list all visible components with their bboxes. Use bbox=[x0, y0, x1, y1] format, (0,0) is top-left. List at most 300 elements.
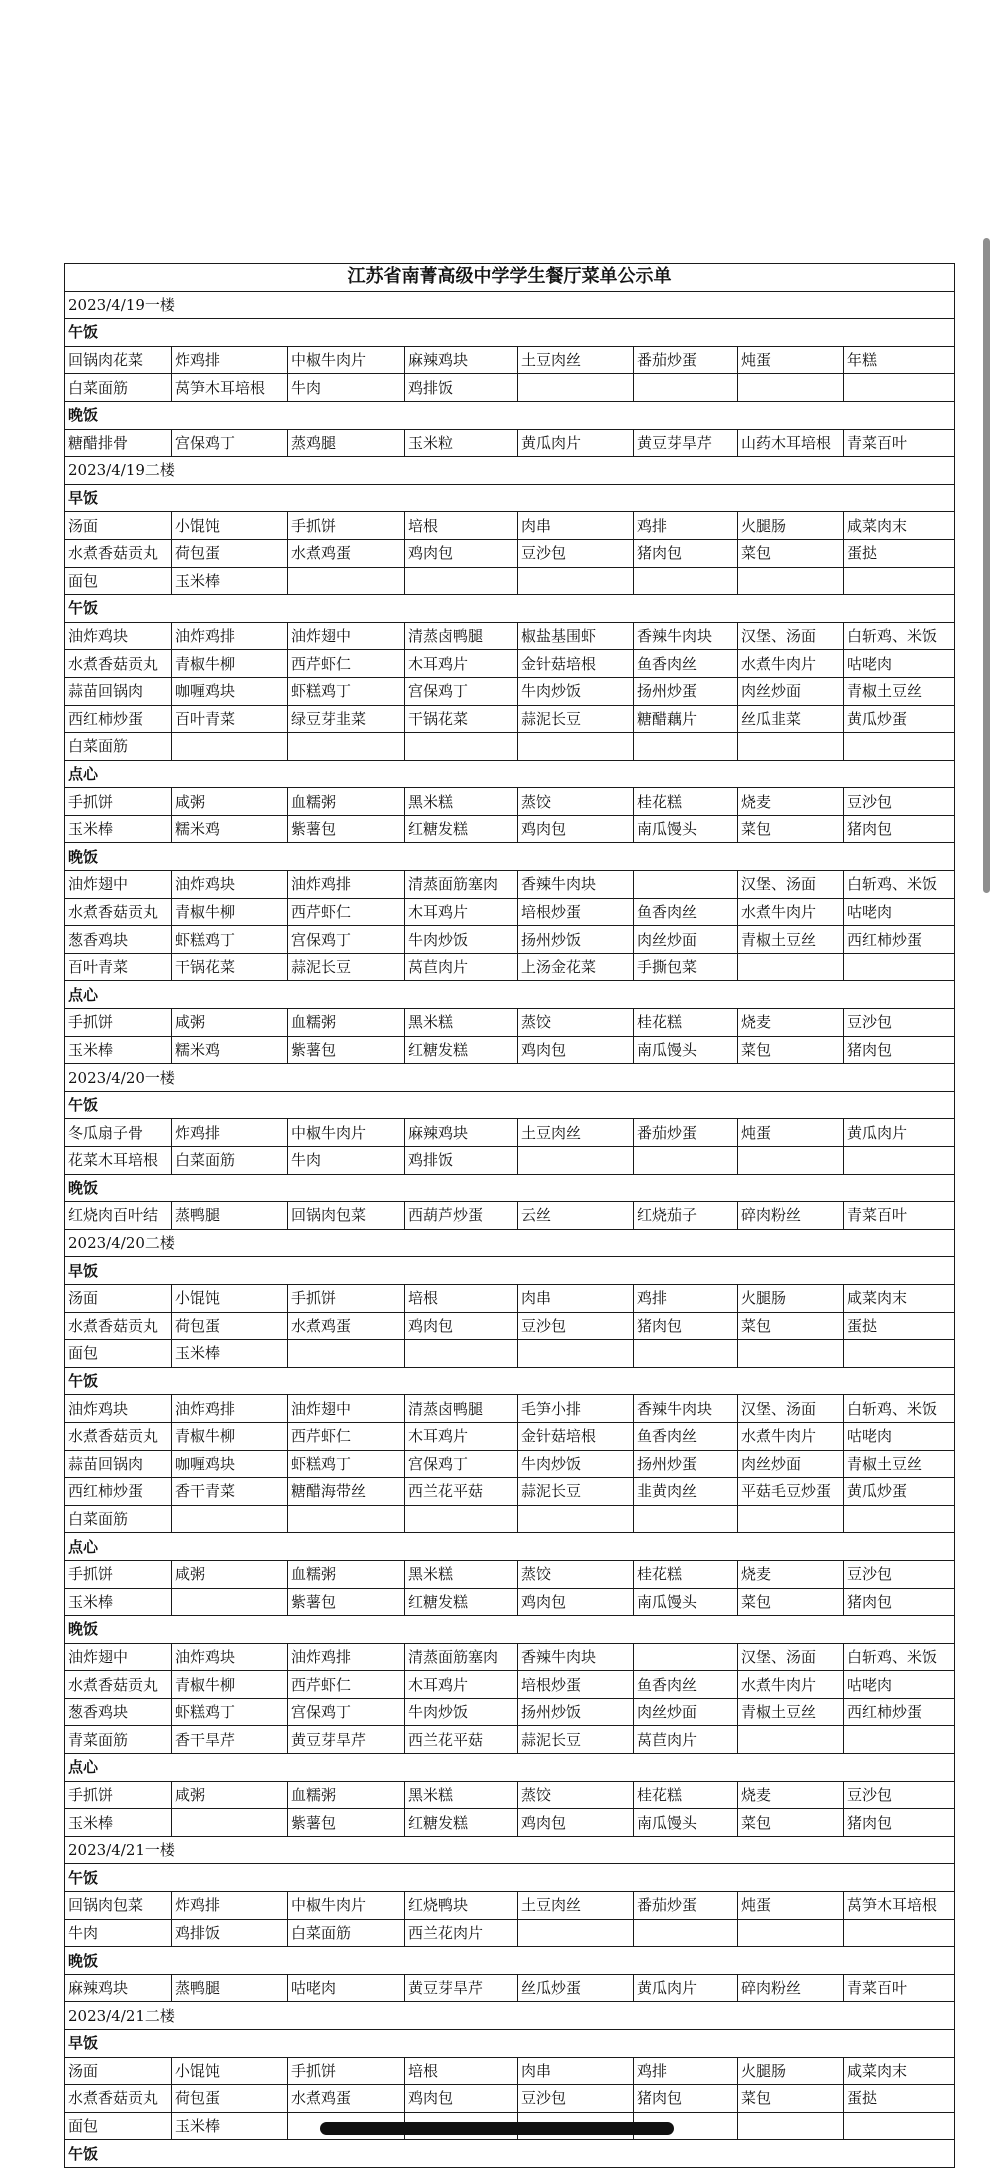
dish-cell: 碎肉粉丝 bbox=[738, 1202, 844, 1230]
meal-row bbox=[65, 1174, 955, 1202]
dish-cell bbox=[172, 1588, 288, 1616]
dish-cell bbox=[844, 733, 955, 761]
dish-cell: 扬州炒饭 bbox=[518, 1698, 634, 1726]
dish-cell: 牛肉炒饭 bbox=[405, 926, 518, 954]
meal-label: 早饭 bbox=[65, 2030, 955, 2058]
dish-cell: 蛋挞 bbox=[844, 539, 955, 567]
dish-cell: 水煮牛肉片 bbox=[738, 1671, 844, 1699]
dish-cell: 青椒牛柳 bbox=[172, 650, 288, 678]
dish-cell: 蒜泥长豆 bbox=[518, 1478, 634, 1506]
dish-cell: 菜包 bbox=[738, 815, 844, 843]
dish-cell: 玉米棒 bbox=[65, 815, 172, 843]
dish-cell: 白斩鸡、米饭 bbox=[844, 1643, 955, 1671]
dish-cell: 血糯粥 bbox=[288, 1560, 405, 1588]
dish-cell: 西红柿炒蛋 bbox=[65, 705, 172, 733]
dish-cell: 血糯粥 bbox=[288, 788, 405, 816]
dish-cell: 炖蛋 bbox=[738, 1119, 844, 1147]
dish-cell: 烧麦 bbox=[738, 1009, 844, 1037]
dish-row bbox=[65, 1726, 955, 1754]
dish-cell: 青菜百叶 bbox=[844, 1974, 955, 2002]
dish-cell: 香干青菜 bbox=[172, 1478, 288, 1506]
dish-cell: 葱香鸡块 bbox=[65, 926, 172, 954]
dish-cell: 猪肉包 bbox=[844, 1588, 955, 1616]
dish-cell: 香干旱芹 bbox=[172, 1726, 288, 1754]
dish-cell: 青椒土豆丝 bbox=[844, 1450, 955, 1478]
dish-cell: 清蒸卤鸭腿 bbox=[405, 622, 518, 650]
meal-label: 点心 bbox=[65, 760, 955, 788]
dish-cell: 青椒土豆丝 bbox=[738, 1698, 844, 1726]
dish-cell: 咸粥 bbox=[172, 1781, 288, 1809]
dish-cell: 香辣牛肉块 bbox=[518, 871, 634, 899]
dish-cell: 麻辣鸡块 bbox=[405, 346, 518, 374]
dish-cell: 番茄炒蛋 bbox=[634, 1892, 738, 1920]
dish-cell: 菜包 bbox=[738, 1312, 844, 1340]
dish-cell bbox=[518, 733, 634, 761]
meal-row bbox=[65, 1257, 955, 1285]
dish-cell: 蒸鸭腿 bbox=[172, 1974, 288, 2002]
date-label: 2023/4/21一楼 bbox=[65, 1836, 955, 1864]
dish-cell: 牛肉炒饭 bbox=[518, 677, 634, 705]
dish-cell: 火腿肠 bbox=[738, 512, 844, 540]
dish-cell bbox=[518, 374, 634, 402]
dish-cell: 水煮鸡蛋 bbox=[288, 1312, 405, 1340]
dish-cell: 猪肉包 bbox=[844, 1036, 955, 1064]
dish-cell: 百叶青菜 bbox=[65, 953, 172, 981]
dish-cell: 猪肉包 bbox=[634, 539, 738, 567]
dish-row bbox=[65, 1478, 955, 1506]
dish-cell: 水煮香菇贡丸 bbox=[65, 1312, 172, 1340]
dish-cell: 南瓜馒头 bbox=[634, 815, 738, 843]
dish-cell: 培根炒蛋 bbox=[518, 898, 634, 926]
date-row bbox=[65, 291, 955, 319]
dish-cell: 咸粥 bbox=[172, 1009, 288, 1037]
dish-cell: 红糖发糕 bbox=[405, 815, 518, 843]
dish-cell: 肉丝炒面 bbox=[634, 1698, 738, 1726]
meal-row bbox=[65, 1864, 955, 1892]
dish-cell: 虾糕鸡丁 bbox=[288, 677, 405, 705]
dish-cell: 金针菇培根 bbox=[518, 1422, 634, 1450]
dish-cell bbox=[844, 2112, 955, 2140]
dish-cell: 麻辣鸡块 bbox=[65, 1974, 172, 2002]
dish-row bbox=[65, 1202, 955, 1230]
dish-cell: 血糯粥 bbox=[288, 1009, 405, 1037]
dish-cell: 丝瓜炒蛋 bbox=[518, 1974, 634, 2002]
dish-cell: 烧麦 bbox=[738, 788, 844, 816]
dish-cell bbox=[634, 374, 738, 402]
meal-label: 晚饭 bbox=[65, 1947, 955, 1975]
dish-cell: 白菜面筋 bbox=[172, 1147, 288, 1175]
dish-cell: 鸡排饭 bbox=[405, 374, 518, 402]
dish-cell: 火腿肠 bbox=[738, 2057, 844, 2085]
dish-cell: 红糖发糕 bbox=[405, 1036, 518, 1064]
dish-cell: 小馄饨 bbox=[172, 1284, 288, 1312]
date-row bbox=[65, 457, 955, 485]
dish-cell: 青椒牛柳 bbox=[172, 898, 288, 926]
dish-cell: 紫薯包 bbox=[288, 1036, 405, 1064]
dish-cell: 南瓜馒头 bbox=[634, 1588, 738, 1616]
dish-cell: 红烧肉百叶结 bbox=[65, 1202, 172, 1230]
dish-cell: 金针菇培根 bbox=[518, 650, 634, 678]
dish-row bbox=[65, 1588, 955, 1616]
dish-cell: 水煮牛肉片 bbox=[738, 650, 844, 678]
dish-cell: 鸡排 bbox=[634, 2057, 738, 2085]
dish-row bbox=[65, 1119, 955, 1147]
dish-cell: 鸡肉包 bbox=[518, 815, 634, 843]
dish-cell: 红烧鸭块 bbox=[405, 1892, 518, 1920]
dish-cell: 牛肉 bbox=[288, 1147, 405, 1175]
dish-cell: 鱼香肉丝 bbox=[634, 1671, 738, 1699]
dish-cell: 南瓜馒头 bbox=[634, 1809, 738, 1837]
dish-cell: 咕咾肉 bbox=[844, 1422, 955, 1450]
dish-row bbox=[65, 1505, 955, 1533]
dish-cell: 油炸鸡块 bbox=[65, 1395, 172, 1423]
dish-cell: 宫保鸡丁 bbox=[288, 1698, 405, 1726]
dish-cell: 蛋挞 bbox=[844, 2085, 955, 2113]
dish-cell bbox=[844, 1505, 955, 1533]
dish-cell: 青菜面筋 bbox=[65, 1726, 172, 1754]
meal-row bbox=[65, 595, 955, 623]
dish-row bbox=[65, 567, 955, 595]
dish-row bbox=[65, 788, 955, 816]
dish-row bbox=[65, 512, 955, 540]
date-row bbox=[65, 1229, 955, 1257]
dish-cell: 菜包 bbox=[738, 539, 844, 567]
dish-cell: 莴笋木耳培根 bbox=[844, 1892, 955, 1920]
dish-cell: 椒盐基围虾 bbox=[518, 622, 634, 650]
dish-cell: 豆沙包 bbox=[518, 2085, 634, 2113]
dish-cell: 红糖发糕 bbox=[405, 1588, 518, 1616]
dish-cell bbox=[634, 871, 738, 899]
dish-row bbox=[65, 1974, 955, 2002]
dish-cell: 虾糕鸡丁 bbox=[172, 926, 288, 954]
dish-cell: 荷包蛋 bbox=[172, 539, 288, 567]
dish-cell: 水煮牛肉片 bbox=[738, 1422, 844, 1450]
dish-cell: 培根 bbox=[405, 512, 518, 540]
dish-row bbox=[65, 733, 955, 761]
dish-cell: 葱香鸡块 bbox=[65, 1698, 172, 1726]
dish-cell: 黑米糕 bbox=[405, 788, 518, 816]
dish-cell: 手抓饼 bbox=[65, 1560, 172, 1588]
dish-cell: 木耳鸡片 bbox=[405, 1422, 518, 1450]
dish-cell: 蒜苗回锅肉 bbox=[65, 677, 172, 705]
dish-cell: 培根 bbox=[405, 1284, 518, 1312]
dish-cell: 蒜泥长豆 bbox=[518, 1726, 634, 1754]
dish-cell: 宫保鸡丁 bbox=[405, 677, 518, 705]
dish-cell: 回锅肉花菜 bbox=[65, 346, 172, 374]
dish-cell bbox=[634, 733, 738, 761]
dish-cell bbox=[405, 567, 518, 595]
dish-row bbox=[65, 1781, 955, 1809]
dish-cell: 汤面 bbox=[65, 1284, 172, 1312]
dish-cell: 青菜百叶 bbox=[844, 1202, 955, 1230]
dish-cell: 桂花糕 bbox=[634, 788, 738, 816]
dish-cell: 糯米鸡 bbox=[172, 815, 288, 843]
dish-row bbox=[65, 871, 955, 899]
dish-cell: 油炸翅中 bbox=[65, 1643, 172, 1671]
dish-cell bbox=[738, 2112, 844, 2140]
dish-cell: 咸菜肉末 bbox=[844, 512, 955, 540]
dish-cell bbox=[844, 374, 955, 402]
dish-cell bbox=[288, 567, 405, 595]
dish-cell: 平菇毛豆炒蛋 bbox=[738, 1478, 844, 1506]
dish-row bbox=[65, 1560, 955, 1588]
dish-cell: 蒸饺 bbox=[518, 1560, 634, 1588]
dish-row bbox=[65, 1919, 955, 1947]
dish-cell: 山药木耳培根 bbox=[738, 429, 844, 457]
menu-table bbox=[64, 263, 955, 2168]
dish-cell: 青椒土豆丝 bbox=[738, 926, 844, 954]
dish-cell: 面包 bbox=[65, 1340, 172, 1368]
meal-label: 午饭 bbox=[65, 1091, 955, 1119]
dish-cell: 咕咾肉 bbox=[844, 650, 955, 678]
meal-label: 早饭 bbox=[65, 1257, 955, 1285]
dish-cell: 莴笋木耳培根 bbox=[172, 374, 288, 402]
home-indicator[interactable] bbox=[320, 2122, 674, 2135]
dish-cell: 咕咾肉 bbox=[844, 898, 955, 926]
dish-cell: 豆沙包 bbox=[844, 1560, 955, 1588]
dish-cell: 荷包蛋 bbox=[172, 2085, 288, 2113]
dish-cell: 鸡肉包 bbox=[405, 539, 518, 567]
dish-cell: 肉串 bbox=[518, 512, 634, 540]
meal-label: 午饭 bbox=[65, 595, 955, 623]
dish-cell bbox=[172, 1505, 288, 1533]
dish-cell: 玉米棒 bbox=[65, 1588, 172, 1616]
dish-cell: 蒸饺 bbox=[518, 788, 634, 816]
dish-cell bbox=[738, 953, 844, 981]
dish-cell: 手抓饼 bbox=[288, 512, 405, 540]
dish-cell: 豆沙包 bbox=[844, 788, 955, 816]
dish-cell: 白菜面筋 bbox=[65, 374, 172, 402]
dish-cell: 宫保鸡丁 bbox=[405, 1450, 518, 1478]
dish-cell: 炖蛋 bbox=[738, 1892, 844, 1920]
dish-cell: 回锅肉包菜 bbox=[288, 1202, 405, 1230]
dish-row bbox=[65, 539, 955, 567]
date-label: 2023/4/19一楼 bbox=[65, 291, 955, 319]
dish-cell: 黄豆芽旱芹 bbox=[288, 1726, 405, 1754]
dish-cell: 香辣牛肉块 bbox=[518, 1643, 634, 1671]
dish-cell: 水煮香菇贡丸 bbox=[65, 539, 172, 567]
dish-cell: 紫薯包 bbox=[288, 1588, 405, 1616]
title-row bbox=[65, 264, 955, 292]
dish-cell bbox=[844, 1147, 955, 1175]
meal-row bbox=[65, 1616, 955, 1644]
dish-cell: 豆沙包 bbox=[518, 1312, 634, 1340]
dish-cell: 汤面 bbox=[65, 512, 172, 540]
dish-cell: 青椒牛柳 bbox=[172, 1422, 288, 1450]
dish-cell: 油炸鸡排 bbox=[288, 871, 405, 899]
meal-row bbox=[65, 760, 955, 788]
dish-cell: 培根 bbox=[405, 2057, 518, 2085]
dish-cell: 豆沙包 bbox=[844, 1009, 955, 1037]
dish-cell: 火腿肠 bbox=[738, 1284, 844, 1312]
dish-cell: 清蒸面筋塞肉 bbox=[405, 871, 518, 899]
meal-row bbox=[65, 1947, 955, 1975]
dish-cell bbox=[844, 1919, 955, 1947]
meal-label: 午饭 bbox=[65, 1367, 955, 1395]
dish-cell: 鱼香肉丝 bbox=[634, 1422, 738, 1450]
dish-cell: 玉米棒 bbox=[172, 567, 288, 595]
dish-cell: 肉串 bbox=[518, 1284, 634, 1312]
dish-row bbox=[65, 953, 955, 981]
dish-cell bbox=[634, 567, 738, 595]
dish-cell: 土豆肉丝 bbox=[518, 346, 634, 374]
dish-cell: 虾糕鸡丁 bbox=[172, 1698, 288, 1726]
dish-cell: 咖喱鸡块 bbox=[172, 677, 288, 705]
meal-label: 早饭 bbox=[65, 484, 955, 512]
dish-cell bbox=[738, 1340, 844, 1368]
dish-cell: 鸡肉包 bbox=[518, 1588, 634, 1616]
dish-cell: 炸鸡排 bbox=[172, 1892, 288, 1920]
dish-row bbox=[65, 1809, 955, 1837]
dish-cell: 水煮香菇贡丸 bbox=[65, 898, 172, 926]
dish-cell: 玉米棒 bbox=[172, 2112, 288, 2140]
dish-cell: 水煮鸡蛋 bbox=[288, 539, 405, 567]
dish-cell: 蒸鸭腿 bbox=[172, 1202, 288, 1230]
dish-cell: 黑米糕 bbox=[405, 1781, 518, 1809]
dish-cell: 汉堡、汤面 bbox=[738, 1643, 844, 1671]
dish-cell: 鱼香肉丝 bbox=[634, 898, 738, 926]
date-label: 2023/4/19二楼 bbox=[65, 457, 955, 485]
meal-row bbox=[65, 981, 955, 1009]
dish-cell: 咕咾肉 bbox=[844, 1671, 955, 1699]
dish-cell: 百叶青菜 bbox=[172, 705, 288, 733]
dish-cell: 玉米棒 bbox=[65, 1809, 172, 1837]
dish-cell: 玉米棒 bbox=[172, 1340, 288, 1368]
dish-cell: 上汤金花菜 bbox=[518, 953, 634, 981]
dish-cell: 清蒸面筋塞肉 bbox=[405, 1643, 518, 1671]
dish-cell: 宫保鸡丁 bbox=[288, 926, 405, 954]
meal-row bbox=[65, 843, 955, 871]
dish-cell: 鸡排 bbox=[634, 1284, 738, 1312]
dish-cell: 鸡排饭 bbox=[405, 1147, 518, 1175]
meal-row bbox=[65, 2030, 955, 2058]
meal-row bbox=[65, 484, 955, 512]
dish-cell: 黑米糕 bbox=[405, 1009, 518, 1037]
dish-cell: 紫薯包 bbox=[288, 815, 405, 843]
dish-cell: 油炸翅中 bbox=[288, 622, 405, 650]
date-label: 2023/4/20二楼 bbox=[65, 1229, 955, 1257]
dish-row bbox=[65, 650, 955, 678]
meal-row bbox=[65, 401, 955, 429]
dish-row bbox=[65, 705, 955, 733]
dish-cell: 黄豆芽旱芹 bbox=[634, 429, 738, 457]
dish-cell: 油炸翅中 bbox=[65, 871, 172, 899]
dish-cell: 南瓜馒头 bbox=[634, 1036, 738, 1064]
dish-cell: 西兰花平菇 bbox=[405, 1726, 518, 1754]
dish-cell: 回锅肉包菜 bbox=[65, 1892, 172, 1920]
dish-cell: 西芹虾仁 bbox=[288, 1671, 405, 1699]
dish-cell: 汉堡、汤面 bbox=[738, 622, 844, 650]
menu-title: 江苏省南菁高级中学学生餐厅菜单公示单 bbox=[65, 264, 955, 292]
dish-cell: 木耳鸡片 bbox=[405, 898, 518, 926]
dish-cell bbox=[288, 1340, 405, 1368]
dish-cell bbox=[844, 567, 955, 595]
meal-row bbox=[65, 1091, 955, 1119]
dish-cell bbox=[518, 1919, 634, 1947]
dish-cell: 绿豆芽韭菜 bbox=[288, 705, 405, 733]
dish-cell: 青椒土豆丝 bbox=[844, 677, 955, 705]
scrollbar[interactable] bbox=[983, 238, 990, 893]
dish-cell: 木耳鸡片 bbox=[405, 1671, 518, 1699]
dish-cell: 中椒牛肉片 bbox=[288, 346, 405, 374]
meal-label: 晚饭 bbox=[65, 1616, 955, 1644]
date-row bbox=[65, 1064, 955, 1092]
dish-cell bbox=[405, 1340, 518, 1368]
dish-cell: 汉堡、汤面 bbox=[738, 1395, 844, 1423]
dish-cell: 猪肉包 bbox=[844, 815, 955, 843]
meal-label: 晚饭 bbox=[65, 843, 955, 871]
dish-cell bbox=[518, 1340, 634, 1368]
dish-cell: 小馄饨 bbox=[172, 512, 288, 540]
dish-row bbox=[65, 2057, 955, 2085]
dish-cell bbox=[634, 1643, 738, 1671]
dish-cell: 紫薯包 bbox=[288, 1809, 405, 1837]
dish-cell: 香辣牛肉块 bbox=[634, 622, 738, 650]
dish-cell: 西芹虾仁 bbox=[288, 898, 405, 926]
dish-cell: 荷包蛋 bbox=[172, 1312, 288, 1340]
dish-cell: 云丝 bbox=[518, 1202, 634, 1230]
dish-cell: 培根炒蛋 bbox=[518, 1671, 634, 1699]
dish-cell bbox=[738, 733, 844, 761]
meal-label: 晚饭 bbox=[65, 1174, 955, 1202]
dish-cell: 油炸鸡排 bbox=[172, 622, 288, 650]
dish-cell: 鸡排 bbox=[634, 512, 738, 540]
dish-cell bbox=[405, 1505, 518, 1533]
dish-cell: 番茄炒蛋 bbox=[634, 346, 738, 374]
dish-cell: 手撕包菜 bbox=[634, 953, 738, 981]
meal-label: 午饭 bbox=[65, 2140, 955, 2168]
dish-cell bbox=[288, 733, 405, 761]
dish-cell: 西葫芦炒蛋 bbox=[405, 1202, 518, 1230]
dish-cell: 清蒸卤鸭腿 bbox=[405, 1395, 518, 1423]
dish-cell: 手抓饼 bbox=[65, 1781, 172, 1809]
dish-row bbox=[65, 1395, 955, 1423]
dish-cell: 牛肉 bbox=[65, 1919, 172, 1947]
dish-cell: 肉丝炒面 bbox=[634, 926, 738, 954]
date-row bbox=[65, 2002, 955, 2030]
meal-row bbox=[65, 1533, 955, 1561]
date-label: 2023/4/21二楼 bbox=[65, 2002, 955, 2030]
dish-cell: 扬州炒饭 bbox=[518, 926, 634, 954]
dish-cell: 水煮牛肉片 bbox=[738, 898, 844, 926]
dish-cell: 西兰花平菇 bbox=[405, 1478, 518, 1506]
dish-cell: 面包 bbox=[65, 567, 172, 595]
dish-cell: 中椒牛肉片 bbox=[288, 1119, 405, 1147]
dish-cell bbox=[738, 1919, 844, 1947]
dish-cell: 白菜面筋 bbox=[288, 1919, 405, 1947]
meal-label: 点心 bbox=[65, 1533, 955, 1561]
dish-cell bbox=[738, 1726, 844, 1754]
dish-cell: 西兰花肉片 bbox=[405, 1919, 518, 1947]
dish-cell bbox=[844, 1726, 955, 1754]
dish-cell: 糖醋藕片 bbox=[634, 705, 738, 733]
dish-cell: 牛肉炒饭 bbox=[405, 1698, 518, 1726]
dish-cell: 桂花糕 bbox=[634, 1009, 738, 1037]
dish-cell: 炖蛋 bbox=[738, 346, 844, 374]
dish-row bbox=[65, 1036, 955, 1064]
dish-cell: 水煮香菇贡丸 bbox=[65, 1422, 172, 1450]
dish-cell: 黄豆芽旱芹 bbox=[405, 1974, 518, 2002]
dish-row bbox=[65, 429, 955, 457]
dish-cell: 咸菜肉末 bbox=[844, 2057, 955, 2085]
dish-cell: 糯米鸡 bbox=[172, 1036, 288, 1064]
dish-cell: 水煮香菇贡丸 bbox=[65, 1671, 172, 1699]
dish-cell: 鸡肉包 bbox=[405, 1312, 518, 1340]
dish-cell: 白斩鸡、米饭 bbox=[844, 871, 955, 899]
dish-cell: 手抓饼 bbox=[288, 2057, 405, 2085]
dish-cell: 干锅花菜 bbox=[405, 705, 518, 733]
dish-cell: 蒜泥长豆 bbox=[288, 953, 405, 981]
